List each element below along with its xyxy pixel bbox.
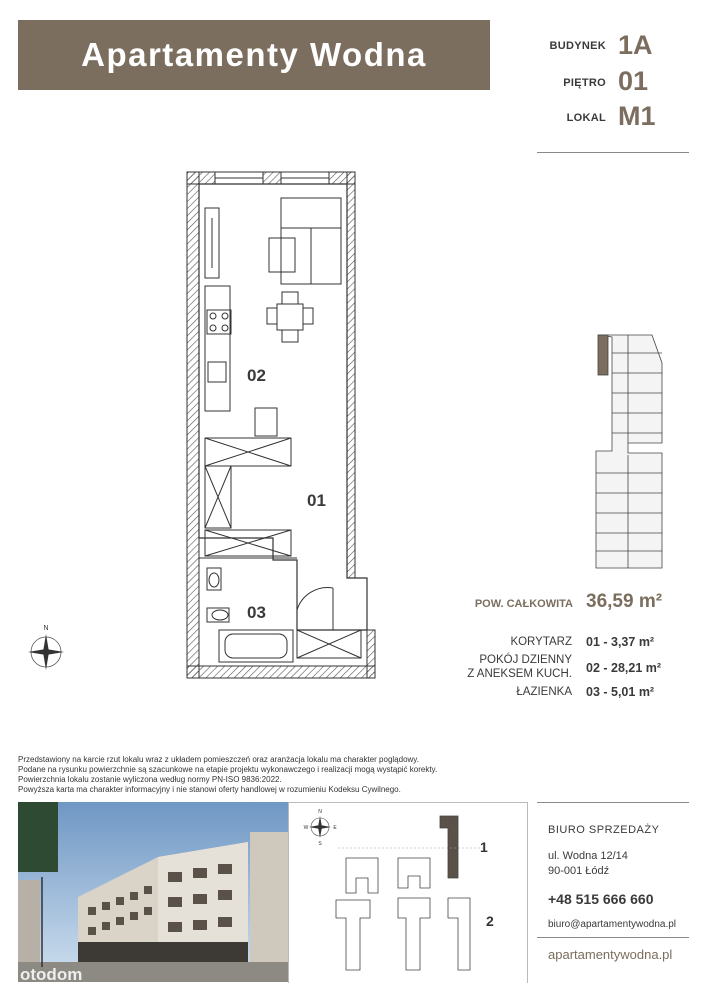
wardrobes <box>205 408 361 658</box>
area-value-pokoj: 02 - 28,21 m² <box>586 661 662 675</box>
room-label-02: 02 <box>247 366 266 385</box>
compass-icon <box>22 622 70 674</box>
site-compass-w: W <box>303 825 309 831</box>
site-plan <box>298 808 523 980</box>
office-website[interactable]: apartamentywodna.pl <box>548 947 673 962</box>
total-area-unit: m² <box>638 591 663 612</box>
title-banner <box>18 20 490 90</box>
watermark: otodom <box>20 965 83 982</box>
office-address-line1: ul. Wodna 12/14 <box>548 850 628 862</box>
floor-plan <box>185 168 395 688</box>
bathroom-fixtures <box>199 558 333 662</box>
site-building-2-label: 2 <box>486 913 494 929</box>
total-area-number: 36,59 <box>586 591 634 612</box>
site-compass-icon <box>309 816 331 838</box>
office-address-line2: 90-001 Łódź <box>548 865 610 877</box>
disclaimer-line: Powierzchnia lokalu zostanie wyliczona według normy PN-ISO 9836:2022. <box>18 775 282 784</box>
office-divider <box>537 802 689 803</box>
room-label-03: 03 <box>247 603 266 622</box>
area-value-korytarz: 01 - 3,37 m² <box>586 635 655 649</box>
site-compass-e: E <box>333 825 337 831</box>
site-building-1-label: 1 <box>480 839 488 855</box>
page-title: Apartamenty Wodna <box>81 36 427 73</box>
area-label-pokoj-line2: Z ANEKSEM KUCH. <box>467 668 572 680</box>
pietro-label: PIĘTRO <box>563 77 606 89</box>
area-label-korytarz: KORYTARZ <box>510 636 572 648</box>
disclaimer-line: Przedstawiony na karcie rzut lokalu wraz z układem pomieszczeń oraz aranżacja lokalu ma charakter poglądowy. <box>18 755 419 764</box>
room-label-01: 01 <box>307 491 326 510</box>
lokal-label: LOKAL <box>566 112 606 124</box>
dining-table <box>267 292 313 342</box>
kitchen <box>205 208 231 411</box>
sofa <box>269 198 341 284</box>
disclaimer-line: Podane na rysunku powierzchnie są szacunkowe na etapie projektu wykonawczego i realizacji mogą wystąpić korekty. <box>18 765 438 774</box>
office-divider-bottom <box>537 937 689 938</box>
area-value-lazienka: 03 - 5,01 m² <box>586 685 655 699</box>
building-rendering-image <box>18 802 288 982</box>
area-label-pokoj-line1: POKÓJ DZIENNY <box>479 654 572 666</box>
site-compass-s: S <box>318 841 322 847</box>
building-location-thumbnail <box>582 333 664 571</box>
office-title: BIURO SPRZEDAŻY <box>548 824 660 836</box>
office-phone[interactable]: +48 515 666 660 <box>548 891 654 907</box>
area-label-lazienka: ŁAZIENKA <box>516 686 572 698</box>
office-email[interactable]: biuro@apartamentywodna.pl <box>548 919 677 930</box>
disclaimer <box>18 755 498 795</box>
budynek-label: BUDYNEK <box>549 40 606 52</box>
disclaimer-line: Powyższa karta ma charakter informacyjny i nie stanowi oferty handlowej w rozumieniu Kodeksu Cywilnego. <box>18 785 401 794</box>
total-area-label: POW. CAŁKOWITA <box>474 598 573 610</box>
budynek-value: 1A <box>618 30 653 60</box>
pietro-value: 01 <box>618 66 649 96</box>
lokal-value: M1 <box>618 101 656 131</box>
compass-n-letter: N <box>43 625 49 632</box>
header-divider <box>537 152 689 153</box>
site-compass-n: N <box>318 809 322 815</box>
total-area-value <box>586 591 662 613</box>
